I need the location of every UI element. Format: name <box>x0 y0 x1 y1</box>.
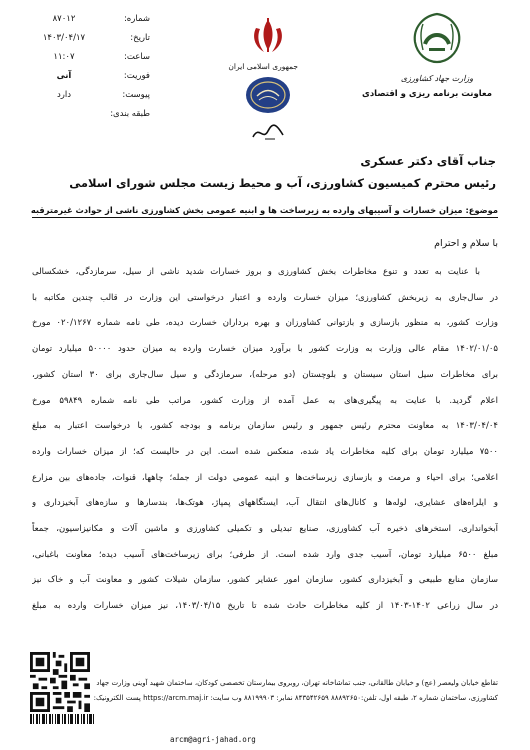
body-line: سازمان منابع طبیعی و آبخیزداری کشور، سازمان امور عشایر کشور، سازمان شیلات کشور و معاونت آب و خاک نیز <box>32 575 498 586</box>
ministry-name: وزارت جهاد کشاورزی <box>400 74 474 83</box>
letter-body <box>32 260 498 620</box>
meta-row-urgency <box>30 67 150 86</box>
body-line: و ایلراه‌های عشایری، لوله‌ها و کانال‌های انتقال آب، ایستگاههای پمپاژ، هوتک‌ها، بندسارها و سازه‌های آبخیزداری و <box>32 498 498 509</box>
body-line: در سال‌جاری به زیربخش کشاورزی؛ میزان خسارت وارده و اعتبار درخواستی این وزارت در قالب چندین مکاتبه با <box>32 292 498 303</box>
meta-label: تاریخ: <box>130 33 150 43</box>
meta-row-classification <box>30 105 150 124</box>
iran-emblem-icon <box>248 16 288 56</box>
meta-row-number <box>30 10 150 29</box>
footer-line: تقاطع خیابان ولیعصر (عج) و خیابان طالقانی، جنب تماشاخانه تهران، روبروی بیمارستان تخصصی کودکان، ساختمان شهید آوینی وزارت جهاد <box>96 679 498 687</box>
meta-value: دارد <box>56 90 72 100</box>
meta-label: طبقه بندی: <box>110 109 150 119</box>
deputy-name: معاونت برنامه ریزی و اقتصادی <box>362 89 492 99</box>
meta-label: فوریت: <box>123 71 150 81</box>
barcode-icon <box>30 714 94 724</box>
recipient-block <box>69 150 496 194</box>
recipient-title: رئیس محترم کمیسیون کشاورزی، آب و محیط زیست مجلس شورای اسلامی <box>69 176 496 190</box>
meta-row-attachment <box>30 86 150 105</box>
body-line: برای مخاطرات سیل استان سیستان و بلوچستان (دو مرحله)، سرمازدگی و سیل سال‌جاری برای ۳۰ استان کشور، <box>32 369 498 380</box>
body-line: اعلام گردید. با عنایت به پیگیری‌های به عمل آمده از وزارت کشور، مراتب طی نامه شماره ۵۹۸۴۹ مورخ <box>32 395 498 406</box>
signature-icon <box>251 121 285 143</box>
letter-subject: موضوع: میزان خسارات و آسیبهای وارده به زیرساخت ها و ابنیه عمومی بخش کشاورزی ناشی از حوادث غیرمترقبه <box>32 205 498 218</box>
recipient-name: جناب آقای دکتر عسکری <box>360 154 496 168</box>
footer-address <box>93 676 498 706</box>
meta-value: ۱۴۰۳/۰۴/۱۷ <box>42 33 86 43</box>
country-caption: جمهوری اسلامی ایران <box>228 62 298 71</box>
meta-row-date <box>30 29 150 48</box>
body-line: ۱۴۰۲/۰۱/۰۵ مقام عالی وزارت به وزارت کشور با برآورد میزان خسارت وارده به میزان حدود ۵۰۰۰۰ میلیارد تومان <box>32 344 498 355</box>
ministry-logo-block <box>362 10 492 99</box>
letter-meta <box>30 10 150 124</box>
meta-value: ۸۷۰۱۲ <box>52 14 76 24</box>
meta-label: پیوست: <box>122 90 150 100</box>
body-line: ۷۵۰۰ میلیارد تومان برای کلیه مخاطرات یاد شده، منعکس شده است. این در حالیست که؛ از میزان خسارات وارده <box>32 446 498 457</box>
jahad-logo-icon <box>405 10 469 66</box>
meta-label: ساعت: <box>124 52 150 62</box>
meta-value: آنی <box>56 71 72 81</box>
qr-code-icon <box>30 652 90 712</box>
iran-emblem-block <box>228 16 298 156</box>
greeting: با سلام و احترام <box>434 238 498 249</box>
footer-email[interactable]: arcm@agri-jahad.org <box>170 735 256 744</box>
meta-value: ۱۱:۰۷ <box>53 52 75 62</box>
meta-value <box>30 105 98 124</box>
body-line: آبخوانداری، استخرهای ذخیره آب کشاورزی، صنایع تبدیلی و تکمیلی کشاورزی و ماشین آلات و مکانیزاسیون، جمعاً <box>32 524 498 535</box>
meta-label: شماره: <box>123 14 150 24</box>
footer-line: کشاورزی، ساختمان شماره ۲، طبقه اول، تلفن:۸۸۸۹۲۶۵۰ ۸۴۳۵۴۲۶۵۹ نمابر: ۸۸۱۹۹۹۰۳ وب سایت: https://arcm.maj.ir پست الکترونیک: <box>93 694 498 702</box>
body-line: مبلغ ۶۵۰۰ میلیارد تومان، آسیب جدی وارد شده است. از طرفی؛ برای زیرساخت‌های آسیب دیده؛ معاونت باغبانی، <box>32 549 498 560</box>
meta-row-time <box>30 48 150 67</box>
body-line: در سال زراعی ۱۴۰۲-۱۴۰۳ از کلیه مخاطرات حادث شده تا تاریخ ۱۴۰۳/۰۴/۱۵، نیز میزان خسارات وارده به مبلغ <box>32 601 498 612</box>
body-line: اعلامی؛ برای احیاء و مرمت و بازسازی زیرساخت‌ها و ابنیه عمومی دولت از جمله؛ چاهها، قنوات، جاده‌های بین مزارع <box>32 472 498 483</box>
body-line: وزارت کشور، به منظور بازسازی و بازتوانی کشاورزان و بهره برداران خسارت دیده، طی نامه شماره ۰۲۰/۱۲۶۷ مورخ <box>32 318 498 329</box>
seal-icon <box>245 75 291 115</box>
body-line: با عنایت به تعدد و تنوع مخاطرات بخش کشاورزی و بروز خسارات شدید ناشی از سیل، سرمازدگی، خشکسالی <box>32 267 480 277</box>
body-line: ۱۴۰۳/۰۴/۰۴ به معاونت محترم رئیس جمهور و رئیس سازمان برنامه و بودجه کشور، با درخواست اعتبار به مبلغ <box>32 421 498 432</box>
